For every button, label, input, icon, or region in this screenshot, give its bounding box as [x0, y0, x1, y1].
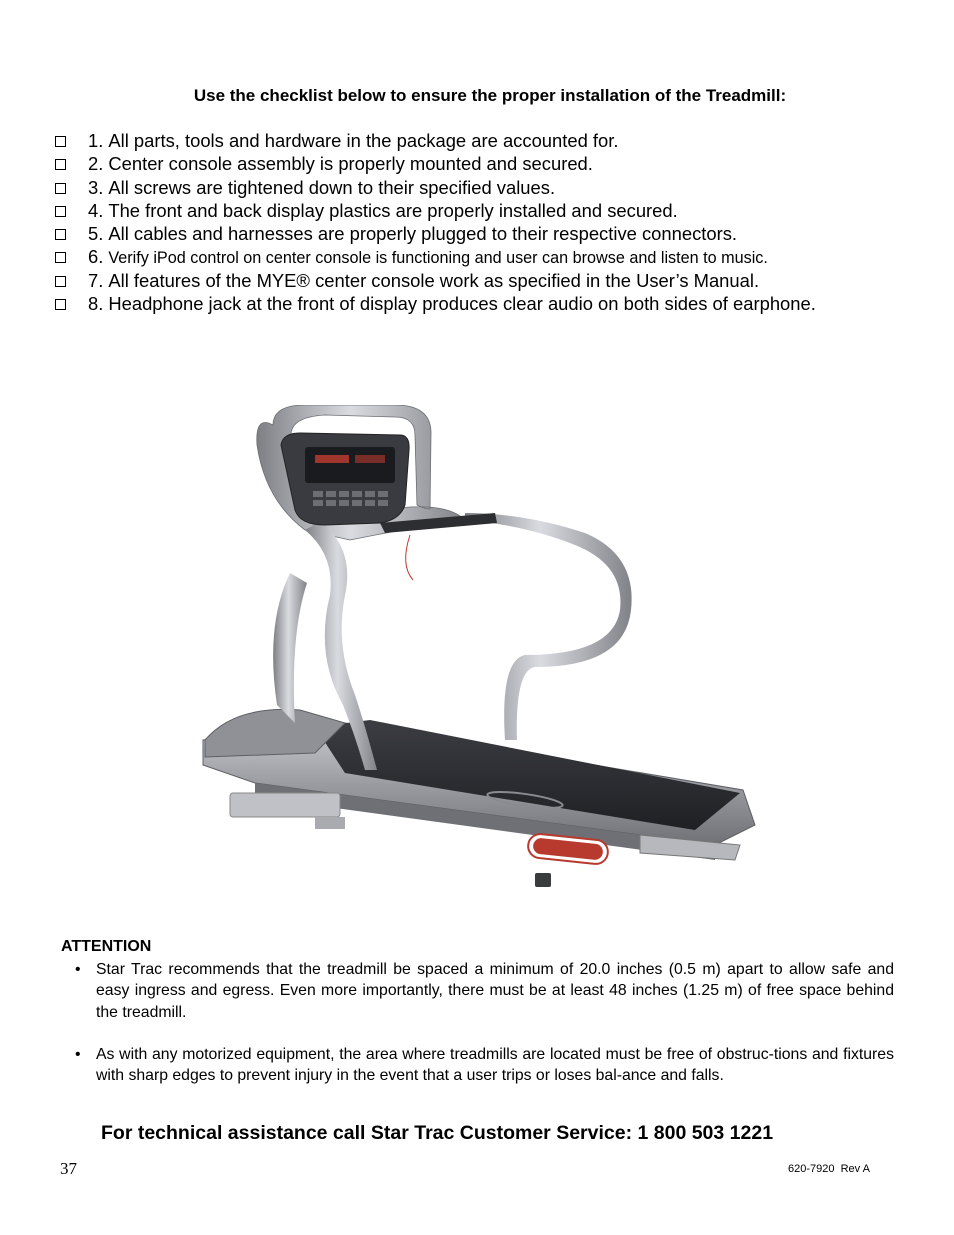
item-text: All screws are tightened down to their specified values.	[108, 176, 556, 198]
support-line: For technical assistance call Star Trac Customer Service: 1 800 503 1221	[101, 1122, 774, 1144]
item-number: 7.	[88, 269, 104, 291]
checklist-item	[55, 176, 935, 199]
installation-checklist	[55, 129, 935, 315]
page-number: 37	[60, 1159, 77, 1178]
item-text: All cables and harnesses are properly plugged to their respective connectors.	[108, 223, 738, 245]
bullet-icon: •	[75, 961, 81, 978]
bullet-text: As with any motorized equipment, the area where treadmills are located must be free of obstruc-tions and fixtures with sharp edges to prevent injury in the event that a user trips or loses bal-ance and falls.	[96, 1045, 894, 1085]
checkbox-icon[interactable]	[55, 299, 66, 310]
item-text: All parts, tools and hardware in the package are accounted for.	[108, 130, 619, 151]
bullet-text: Star Trac recommends that the treadmill be spaced a minimum of 20.0 inches (0.5 m) apart to allow safe and easy ingress and egress. Even more importantly, there must be at least 48 inches (1.25 m) of free space behind the treadmill.	[96, 961, 894, 1021]
item-number: 8.	[88, 293, 104, 315]
checkbox-icon[interactable]	[55, 252, 66, 263]
attention-title: ATTENTION	[61, 938, 152, 955]
checklist-heading: Use the checklist below to ensure the proper installation of the Treadmill:	[193, 86, 787, 105]
checkbox-icon[interactable]	[55, 276, 66, 287]
checkbox-icon[interactable]	[55, 229, 66, 240]
checklist-item	[55, 152, 935, 175]
attention-bullet	[61, 959, 894, 1023]
item-number: 6.	[88, 246, 104, 268]
item-text: All features of the MYE® center console work as specified in the User’s Manual.	[108, 269, 760, 291]
checklist-item	[55, 245, 935, 268]
checklist-item	[55, 129, 935, 152]
item-number: 2.	[88, 153, 104, 175]
checklist-item	[55, 222, 935, 245]
item-text: The front and back display plastics are properly installed and secured.	[108, 199, 678, 221]
item-number: 5.	[88, 223, 104, 245]
checklist-item	[55, 269, 935, 292]
checklist-item	[55, 292, 935, 315]
item-number: 1.	[88, 130, 104, 151]
checkbox-icon[interactable]	[55, 183, 66, 194]
treadmill-image	[195, 405, 775, 900]
checkbox-icon[interactable]	[55, 206, 66, 217]
document-revision: 620-7920 Rev A	[788, 1163, 870, 1175]
item-number: 3.	[88, 176, 104, 198]
attention-list	[61, 959, 894, 1086]
checkbox-icon[interactable]	[55, 136, 66, 147]
bullet-icon: •	[75, 1045, 81, 1063]
item-text: Verify iPod control on center console is functioning and user can browse and listen to music.	[108, 249, 768, 268]
item-text: Center console assembly is properly mounted and secured.	[108, 153, 593, 175]
checkbox-icon[interactable]	[55, 159, 66, 170]
item-text: Headphone jack at the front of display produces clear audio on both sides of earphone.	[108, 293, 816, 315]
item-number: 4.	[88, 199, 104, 221]
attention-bullet	[61, 1044, 894, 1087]
checklist-item	[55, 199, 935, 222]
